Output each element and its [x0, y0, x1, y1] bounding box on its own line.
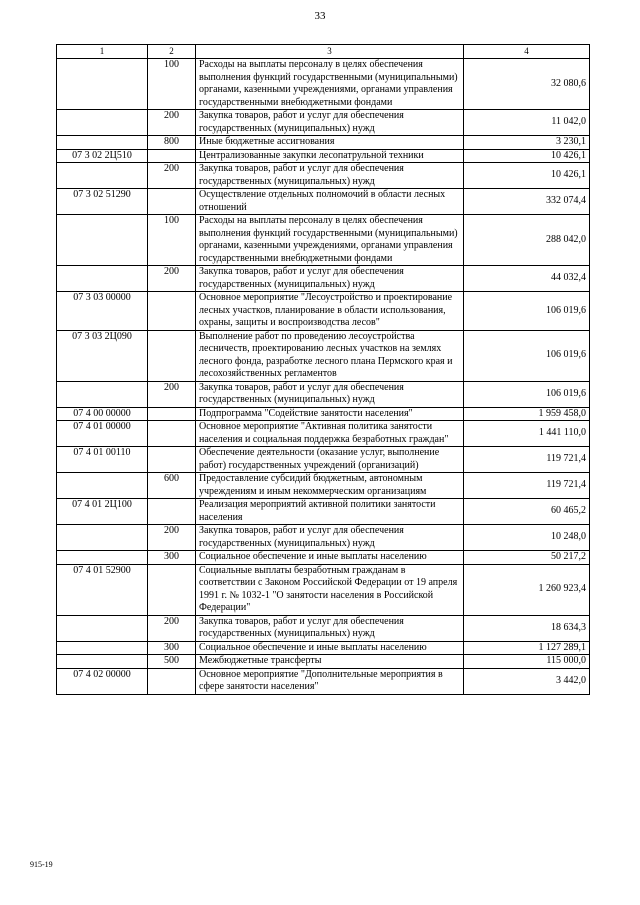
row-description-cell: Закупка товаров, работ и услуг для обеспечения государственных (муниципальных) нужд [196, 266, 464, 292]
column-header: 3 [196, 45, 464, 59]
row-amount-cell: 10 248,0 [464, 525, 590, 551]
table-row [57, 641, 590, 655]
row-expense-type-cell: 500 [148, 655, 196, 669]
row-expense-type-cell: 600 [148, 473, 196, 499]
row-description-cell: Обеспечение деятельности (оказание услуг, выполнение работ) государственных учреждений (организаций) [196, 447, 464, 473]
row-description-cell: Межбюджетные трансферты [196, 655, 464, 669]
row-amount-cell: 11 042,0 [464, 110, 590, 136]
row-amount-cell: 3 442,0 [464, 668, 590, 694]
row-expense-type-cell [148, 149, 196, 163]
row-description-cell: Подпрограмма "Содействие занятости населения" [196, 407, 464, 421]
row-description-cell: Основное мероприятие "Дополнительные мероприятия в сфере занятости населения" [196, 668, 464, 694]
row-code-cell: 07 3 03 00000 [57, 292, 148, 331]
table-row [57, 189, 590, 215]
row-description-cell: Реализация мероприятий активной политики занятости населения [196, 499, 464, 525]
table-row [57, 407, 590, 421]
row-amount-cell: 106 019,6 [464, 330, 590, 381]
row-code-cell [57, 215, 148, 266]
row-expense-type-cell: 200 [148, 615, 196, 641]
row-code-cell: 07 4 00 00000 [57, 407, 148, 421]
table-row [57, 381, 590, 407]
table-header-row [57, 45, 590, 59]
row-expense-type-cell: 300 [148, 551, 196, 565]
column-header: 4 [464, 45, 590, 59]
row-code-cell [57, 525, 148, 551]
row-amount-cell: 10 426,1 [464, 149, 590, 163]
table-row [57, 215, 590, 266]
row-code-cell: 07 4 01 2Ц100 [57, 499, 148, 525]
row-code-cell: 07 3 02 2Ц510 [57, 149, 148, 163]
table-row [57, 292, 590, 331]
row-description-cell: Социальное обеспечение и иные выплаты населению [196, 641, 464, 655]
row-code-cell: 07 3 03 2Ц090 [57, 330, 148, 381]
row-code-cell [57, 136, 148, 150]
page-number: 33 [314, 10, 326, 22]
row-amount-cell: 44 032,4 [464, 266, 590, 292]
row-amount-cell: 1 959 458,0 [464, 407, 590, 421]
row-amount-cell: 119 721,4 [464, 473, 590, 499]
row-code-cell [57, 163, 148, 189]
row-description-cell: Предоставление субсидий бюджетным, автономным учреждениям и иным некоммерческим организациям [196, 473, 464, 499]
footer-code: 915-19 [30, 860, 53, 869]
table-row [57, 499, 590, 525]
row-code-cell [57, 551, 148, 565]
row-amount-cell: 106 019,6 [464, 381, 590, 407]
row-description-cell: Основное мероприятие "Лесоустройство и проектирование лесных участков, планирование в области использования, охраны, защиты и воспроизводства лесов" [196, 292, 464, 331]
row-amount-cell: 115 000,0 [464, 655, 590, 669]
table-row [57, 266, 590, 292]
row-expense-type-cell [148, 189, 196, 215]
row-code-cell [57, 266, 148, 292]
row-code-cell [57, 59, 148, 110]
row-expense-type-cell: 200 [148, 381, 196, 407]
row-code-cell [57, 110, 148, 136]
row-expense-type-cell [148, 499, 196, 525]
table-row [57, 110, 590, 136]
column-header: 1 [57, 45, 148, 59]
row-code-cell: 07 4 02 00000 [57, 668, 148, 694]
row-code-cell [57, 473, 148, 499]
row-description-cell: Закупка товаров, работ и услуг для обеспечения государственных (муниципальных) нужд [196, 163, 464, 189]
row-expense-type-cell [148, 407, 196, 421]
row-description-cell: Централизованные закупки лесопатрульной техники [196, 149, 464, 163]
row-code-cell: 07 3 02 51290 [57, 189, 148, 215]
row-code-cell [57, 381, 148, 407]
row-expense-type-cell [148, 292, 196, 331]
row-amount-cell: 119 721,4 [464, 447, 590, 473]
row-description-cell: Основное мероприятие "Активная политика занятости населения и социальная поддержка безработных граждан" [196, 421, 464, 447]
row-amount-cell: 1 260 923,4 [464, 564, 590, 615]
row-expense-type-cell: 300 [148, 641, 196, 655]
row-description-cell: Социальные выплаты безработным гражданам в соответствии с Законом Российской Федерации от 19 апреля 1991 г. № 1032-1 "О занятости населения в Российской Федерации" [196, 564, 464, 615]
table-row [57, 163, 590, 189]
table-row [57, 564, 590, 615]
row-amount-cell: 106 019,6 [464, 292, 590, 331]
table-row [57, 668, 590, 694]
row-code-cell: 07 4 01 00000 [57, 421, 148, 447]
row-expense-type-cell [148, 330, 196, 381]
row-description-cell: Закупка товаров, работ и услуг для обеспечения государственных (муниципальных) нужд [196, 381, 464, 407]
table-row [57, 525, 590, 551]
table-row [57, 655, 590, 669]
row-code-cell: 07 4 01 00110 [57, 447, 148, 473]
row-expense-type-cell [148, 668, 196, 694]
row-amount-cell: 18 634,3 [464, 615, 590, 641]
row-expense-type-cell: 200 [148, 163, 196, 189]
table-row [57, 330, 590, 381]
row-expense-type-cell: 200 [148, 525, 196, 551]
row-description-cell: Расходы на выплаты персоналу в целях обеспечения выполнения функций государственными (муниципальными) органами, казенными учреждениями, органами управления государственными внебюджетными фондами [196, 59, 464, 110]
row-description-cell: Осуществление отдельных полномочий в области лесных отношений [196, 189, 464, 215]
row-amount-cell: 288 042,0 [464, 215, 590, 266]
row-code-cell [57, 615, 148, 641]
row-code-cell [57, 655, 148, 669]
row-description-cell: Закупка товаров, работ и услуг для обеспечения государственных (муниципальных) нужд [196, 110, 464, 136]
table-row [57, 136, 590, 150]
row-amount-cell: 10 426,1 [464, 163, 590, 189]
row-expense-type-cell [148, 447, 196, 473]
row-description-cell: Социальное обеспечение и иные выплаты населению [196, 551, 464, 565]
row-expense-type-cell [148, 421, 196, 447]
row-description-cell: Иные бюджетные ассигнования [196, 136, 464, 150]
row-amount-cell: 1 441 110,0 [464, 421, 590, 447]
table-row [57, 473, 590, 499]
row-expense-type-cell: 100 [148, 59, 196, 110]
column-header: 2 [148, 45, 196, 59]
table-row [57, 447, 590, 473]
row-code-cell: 07 4 01 52900 [57, 564, 148, 615]
table-row [57, 149, 590, 163]
table-row [57, 551, 590, 565]
row-description-cell: Расходы на выплаты персоналу в целях обеспечения выполнения функций государственными (муниципальными) органами, казенными учреждениями, органами управления государственными внебюджетными фондами [196, 215, 464, 266]
table-row [57, 59, 590, 110]
row-amount-cell: 1 127 289,1 [464, 641, 590, 655]
row-amount-cell: 332 074,4 [464, 189, 590, 215]
row-amount-cell: 60 465,2 [464, 499, 590, 525]
row-expense-type-cell [148, 564, 196, 615]
row-amount-cell: 50 217,2 [464, 551, 590, 565]
row-expense-type-cell: 800 [148, 136, 196, 150]
row-expense-type-cell: 100 [148, 215, 196, 266]
row-description-cell: Закупка товаров, работ и услуг для обеспечения государственных (муниципальных) нужд [196, 525, 464, 551]
row-expense-type-cell: 200 [148, 110, 196, 136]
table-row [57, 421, 590, 447]
row-code-cell [57, 641, 148, 655]
row-description-cell: Закупка товаров, работ и услуг для обеспечения государственных (муниципальных) нужд [196, 615, 464, 641]
row-amount-cell: 32 080,6 [464, 59, 590, 110]
row-description-cell: Выполнение работ по проведению лесоустройства лесничеств, проектированию лесных участков на землях лесного фонда, разработке лесного плана Пермского края и лесохозяйственных регламентов [196, 330, 464, 381]
row-expense-type-cell: 200 [148, 266, 196, 292]
table-row [57, 615, 590, 641]
budget-table [56, 44, 590, 695]
row-amount-cell: 3 230,1 [464, 136, 590, 150]
